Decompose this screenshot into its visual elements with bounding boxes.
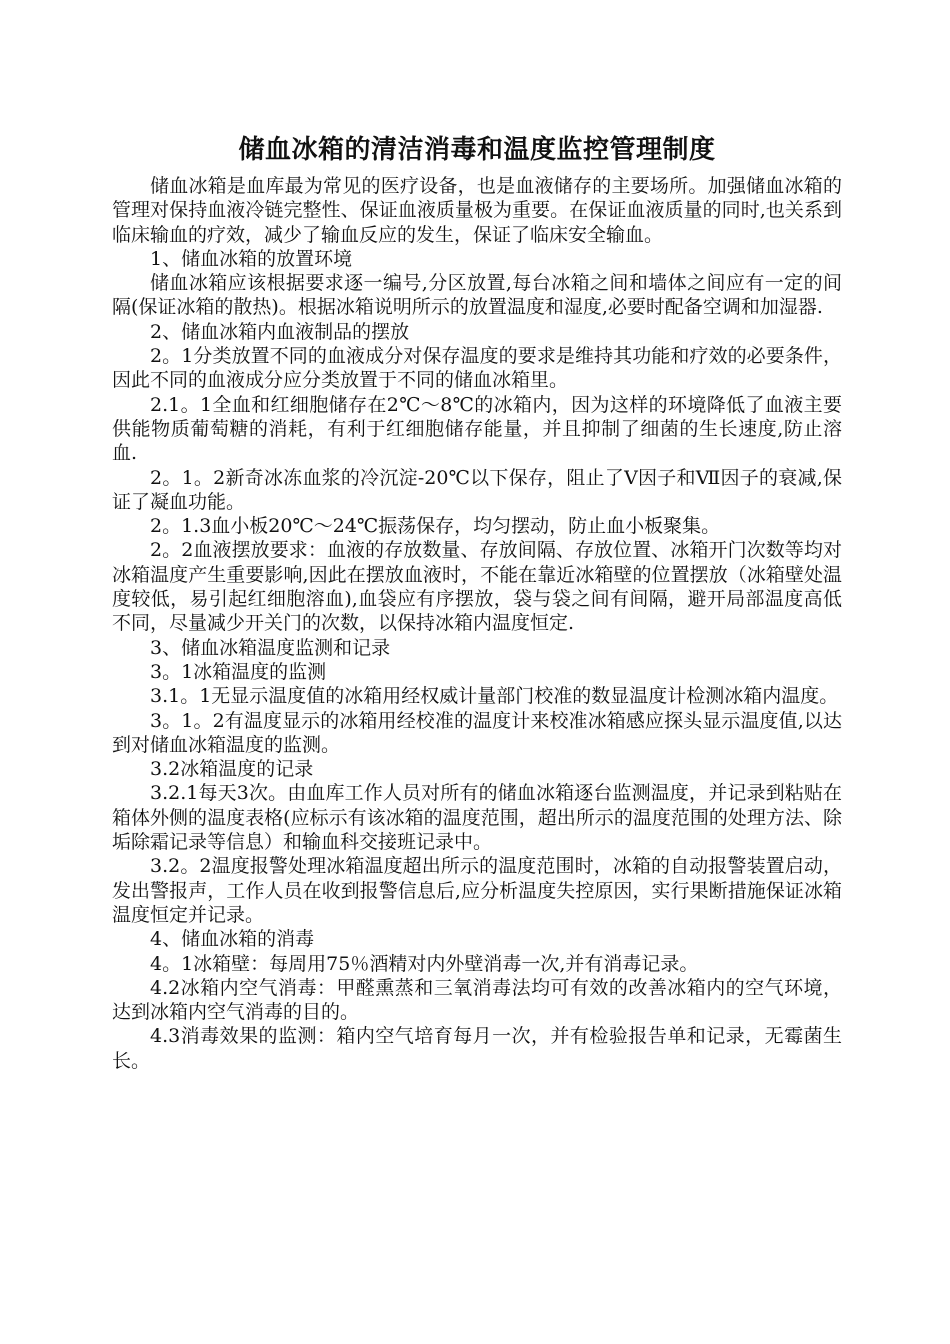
section-3-2-heading: 3.2冰箱温度的记录 bbox=[150, 758, 314, 781]
section-2-1-1-paragraph: 2.1。1全血和红细胞储存在2℃～8℃的冰箱内，因为这样的环境降低了血液主要供能物质葡萄糖的消耗，有利于红细胞储存能量，并且抑制了细菌的生长速度,防止溶血. bbox=[112, 393, 842, 465]
document-body bbox=[112, 174, 842, 1073]
section-4-3-paragraph: 4.3消毒效果的监测：箱内空气培育每月一次，并有检验报告单和记录，无霉菌生长。 bbox=[112, 1025, 842, 1072]
section-3-1-heading: 3。1冰箱温度的监测 bbox=[150, 660, 327, 683]
section-2-heading: 2、储血冰箱内血液制品的摆放 bbox=[150, 320, 410, 343]
document-title: 储血冰箱的清洁消毒和温度监控管理制度 bbox=[238, 135, 716, 165]
intro-paragraph: 储血冰箱是血库最为常见的医疗设备，也是血液储存的主要场所。加强储血冰箱的管理对保持血液冷链完整性、保证血液质量极为重要。在保证血液质量的同时,也关系到临床输血的疗效，减少了输血反应的发生，保证了临床安全输血。 bbox=[112, 175, 842, 246]
section-4-1-paragraph: 4。1冰箱壁：每周用75％酒精对内外壁消毒一次,并有消毒记录。 bbox=[150, 952, 699, 975]
section-4-heading: 4、储血冰箱的消毒 bbox=[150, 928, 315, 951]
section-2-1-paragraph: 2。1分类放置不同的血液成分对保存温度的要求是维持其功能和疗效的必要条件，因此不同的血液成分应分类放置于不同的储血冰箱里。 bbox=[112, 345, 842, 392]
section-2-1-3-paragraph: 2。1.3血小板20℃～24℃振荡保存，均匀摆动，防止血小板聚集。 bbox=[150, 515, 721, 538]
section-3-heading: 3、储血冰箱温度监测和记录 bbox=[150, 636, 391, 659]
document-page bbox=[112, 128, 842, 1073]
section-3-1-2-paragraph: 3。1。2有温度显示的冰箱用经校准的温度计来校准冰箱感应探头显示温度值,以达到对储血冰箱温度的监测。 bbox=[112, 709, 842, 756]
section-1-heading: 1、储血冰箱的放置环境 bbox=[150, 247, 353, 270]
section-2-1-2-paragraph: 2。1。2新奇冰冻血浆的冷沉淀-20℃以下保存，阻止了Ⅴ因子和Ⅶ因子的衰减,保证了凝血功能。 bbox=[112, 466, 842, 513]
section-1-paragraph: 储血冰箱应该根据要求逐一编号,分区放置,每台冰箱之间和墙体之间应有一定的间隔(保证冰箱的散热)。根据冰箱说明所示的放置温度和湿度,必要时配备空调和加湿器. bbox=[112, 272, 842, 319]
section-3-2-2-paragraph: 3.2。2温度报警处理冰箱温度超出所示的温度范围时，冰箱的自动报警装置启动，发出警报声，工作人员在收到报警信息后,应分析温度失控原因，实行果断措施保证冰箱温度恒定并记录。 bbox=[112, 855, 842, 926]
section-3-1-1-paragraph: 3.1。1无显示温度值的冰箱用经权威计量部门校准的数显温度计检测冰箱内温度。 bbox=[150, 685, 839, 708]
section-3-2-1-paragraph: 3.2.1每天3次。由血库工作人员对所有的储血冰箱逐台监测温度，并记录到粘贴在箱体外侧的温度表格(应标示有该冰箱的温度范围，超出所示的温度范围的处理方法、除垢除霜记录等信息）和输血科交接班记录中。 bbox=[112, 782, 842, 854]
section-4-2-paragraph: 4.2冰箱内空气消毒：甲醛熏蒸和三氧消毒法均可有效的改善冰箱内的空气环境，达到冰箱内空气消毒的目的。 bbox=[112, 976, 842, 1024]
section-2-2-paragraph: 2。2血液摆放要求：血液的存放数量、存放间隔、存放位置、冰箱开门次数等均对冰箱温度产生重要影响,因此在摆放血液时，不能在靠近冰箱壁的位置摆放（冰箱壁处温度较低，易引起红细胞溶血),血袋应有序摆放，袋与袋之间有间隔，避开局部温度高低不同，尽量减少开关门的次数，以保持冰箱内温度恒定. bbox=[112, 539, 842, 635]
